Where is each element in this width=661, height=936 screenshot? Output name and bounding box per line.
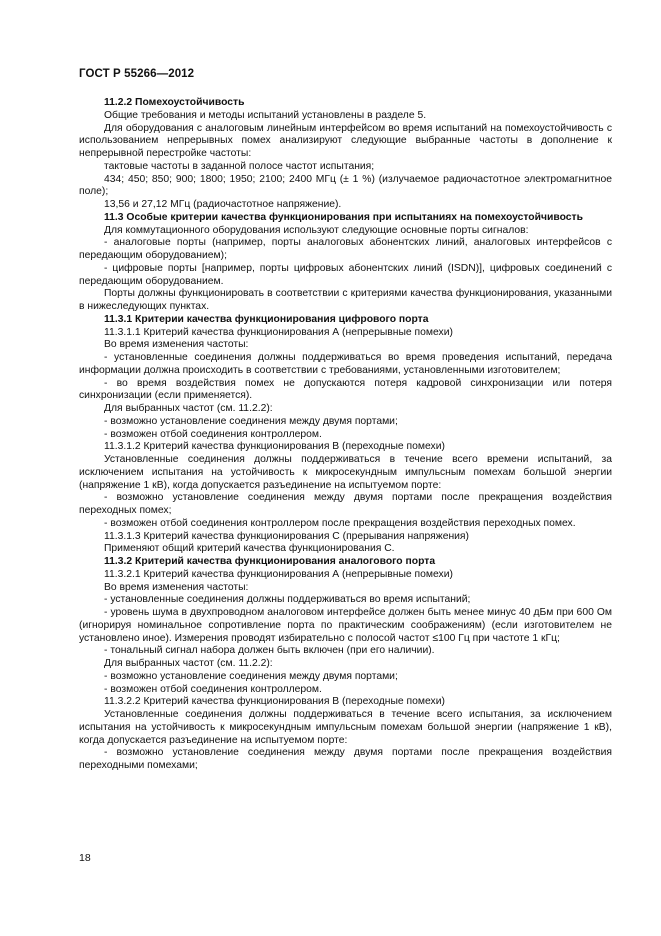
- section-heading: 11.3.1 Критерии качества функционирования цифрового порта: [104, 313, 429, 325]
- paragraph: - цифровые порты [например, порты цифровых абонентских линий (ISDN)], цифровых соединений с передающим оборудованием.: [79, 262, 612, 287]
- standard-title: ГОСТ Р 55266—2012: [79, 68, 195, 80]
- paragraph: - возможно установление соединения между двумя портами;: [104, 670, 398, 682]
- paragraph: Для коммутационного оборудования используют следующие основные порты сигналов:: [104, 224, 529, 236]
- page-number: 18: [79, 852, 91, 864]
- paragraph: Порты должны функционировать в соответствии с критериями качества функционирования, указанными в нижеследующих пунктах.: [79, 288, 612, 312]
- section-heading: 11.3 Особые критерии качества функционирования при испытаниях на помехоустойчивость: [104, 211, 583, 223]
- paragraph: - аналоговые порты (например, порты аналоговых абонентских линий, аналоговых интерфейсов с передающим оборудованием);: [79, 237, 612, 261]
- paragraph: 434; 450; 850; 900; 1800; 1950; 2100; 2400 МГц (± 1 %) (излучаемое радиочастотное электромагнитное поле);: [79, 173, 612, 198]
- paragraph: тактовые частоты в заданной полосе частот испытания;: [104, 160, 375, 172]
- paragraph: 13,56 и 27,12 МГц (радиочастотное напряжение).: [104, 199, 342, 210]
- paragraph: Для выбранных частот (см. 11.2.2):: [104, 403, 273, 414]
- document-body: [79, 97, 612, 773]
- paragraph: - возможно установление соединения между двумя портами после прекращения воздействия переходными помехами;: [79, 747, 612, 771]
- paragraph: Для выбранных частот (см. 11.2.2):: [104, 658, 273, 669]
- paragraph: Во время изменения частоты:: [104, 581, 249, 593]
- paragraph: Для оборудования с аналоговым линейным интерфейсом во время испытаний на помехоустойчивость с использованием непрерывных помех анализируют следующие выбранные частоты в дополнение к непрерывной перестройке частоты:: [79, 122, 612, 159]
- paragraph: Установленные соединения должны поддерживаться в течение всего испытания, за исключением испытания на устойчивость к микросекундным импульсным помехам большой энергии (напряжение 1 кВ), когда допускается разъединение на испытуемом порте:: [79, 709, 612, 746]
- section-heading: 11.3.2 Критерий качества функционирования аналогового порта: [104, 556, 436, 567]
- paragraph: - возможен отбой соединения контроллером.: [104, 683, 322, 695]
- paragraph: 11.3.2.2 Критерий качества функционирования В (переходные помехи): [104, 696, 445, 708]
- paragraph: - возможно установление соединения между двумя портами;: [104, 415, 398, 427]
- paragraph: - возможно установление соединения между двумя портами после прекращения воздействия переходных помех;: [79, 492, 612, 516]
- paragraph: Общие требования и методы испытаний установлены в разделе 5.: [104, 109, 427, 121]
- paragraph: - установленные соединения должны поддерживаться во время испытаний;: [104, 594, 471, 606]
- paragraph: - возможен отбой соединения контроллером.: [104, 428, 322, 440]
- paragraph: 11.3.2.1 Критерий качества функционирования А (непрерывные помехи): [104, 568, 453, 580]
- paragraph: - тональный сигнал набора должен быть включен (при его наличии).: [104, 645, 435, 657]
- section-heading: 11.2.2 Помехоустойчивость: [104, 97, 245, 108]
- paragraph: Во время изменения частоты:: [104, 339, 249, 351]
- paragraph: - возможен отбой соединения контроллером после прекращения воздействия переходных помех.: [104, 517, 576, 529]
- paragraph: 11.3.1.2 Критерий качества функционирования В (переходные помехи): [104, 441, 445, 453]
- paragraph: 11.3.1.1 Критерий качества функционирования А (непрерывные помехи): [104, 326, 453, 338]
- paragraph: - во время воздействия помех не допускаются потеря кадровой синхронизации или потеря синхронизации (если применяется).: [79, 377, 612, 402]
- paragraph: - установленные соединения должны поддерживаться во время проведения испытаний, передача информации должна происходить в соответствии с требованиями, установленными изготовителем;: [79, 352, 612, 376]
- paragraph: Установленные соединения должны поддерживаться в течение всего времени испытаний, за исключением испытания на устойчивость к микросекундным импульсным помехам большой энергии (напряжение 1 кВ), когда допускается разъединение на испытуемом порте:: [79, 454, 612, 491]
- paragraph: Применяют общий критерий качества функционирования С.: [104, 543, 395, 555]
- paragraph: 11.3.1.3 Критерий качества функционирования С (прерывания напряжения): [104, 530, 469, 542]
- paragraph: - уровень шума в двухпроводном аналоговом интерфейсе должен быть менее минус 40 дБм при 600 Ом (игнорируя номинальное сопротивление порта по практическим соображениям) (если изготовителем не установлено иное). Измерения проводят избирательно с полосой частот ≤100 Гц при частоте 1 кГц;: [79, 607, 612, 644]
